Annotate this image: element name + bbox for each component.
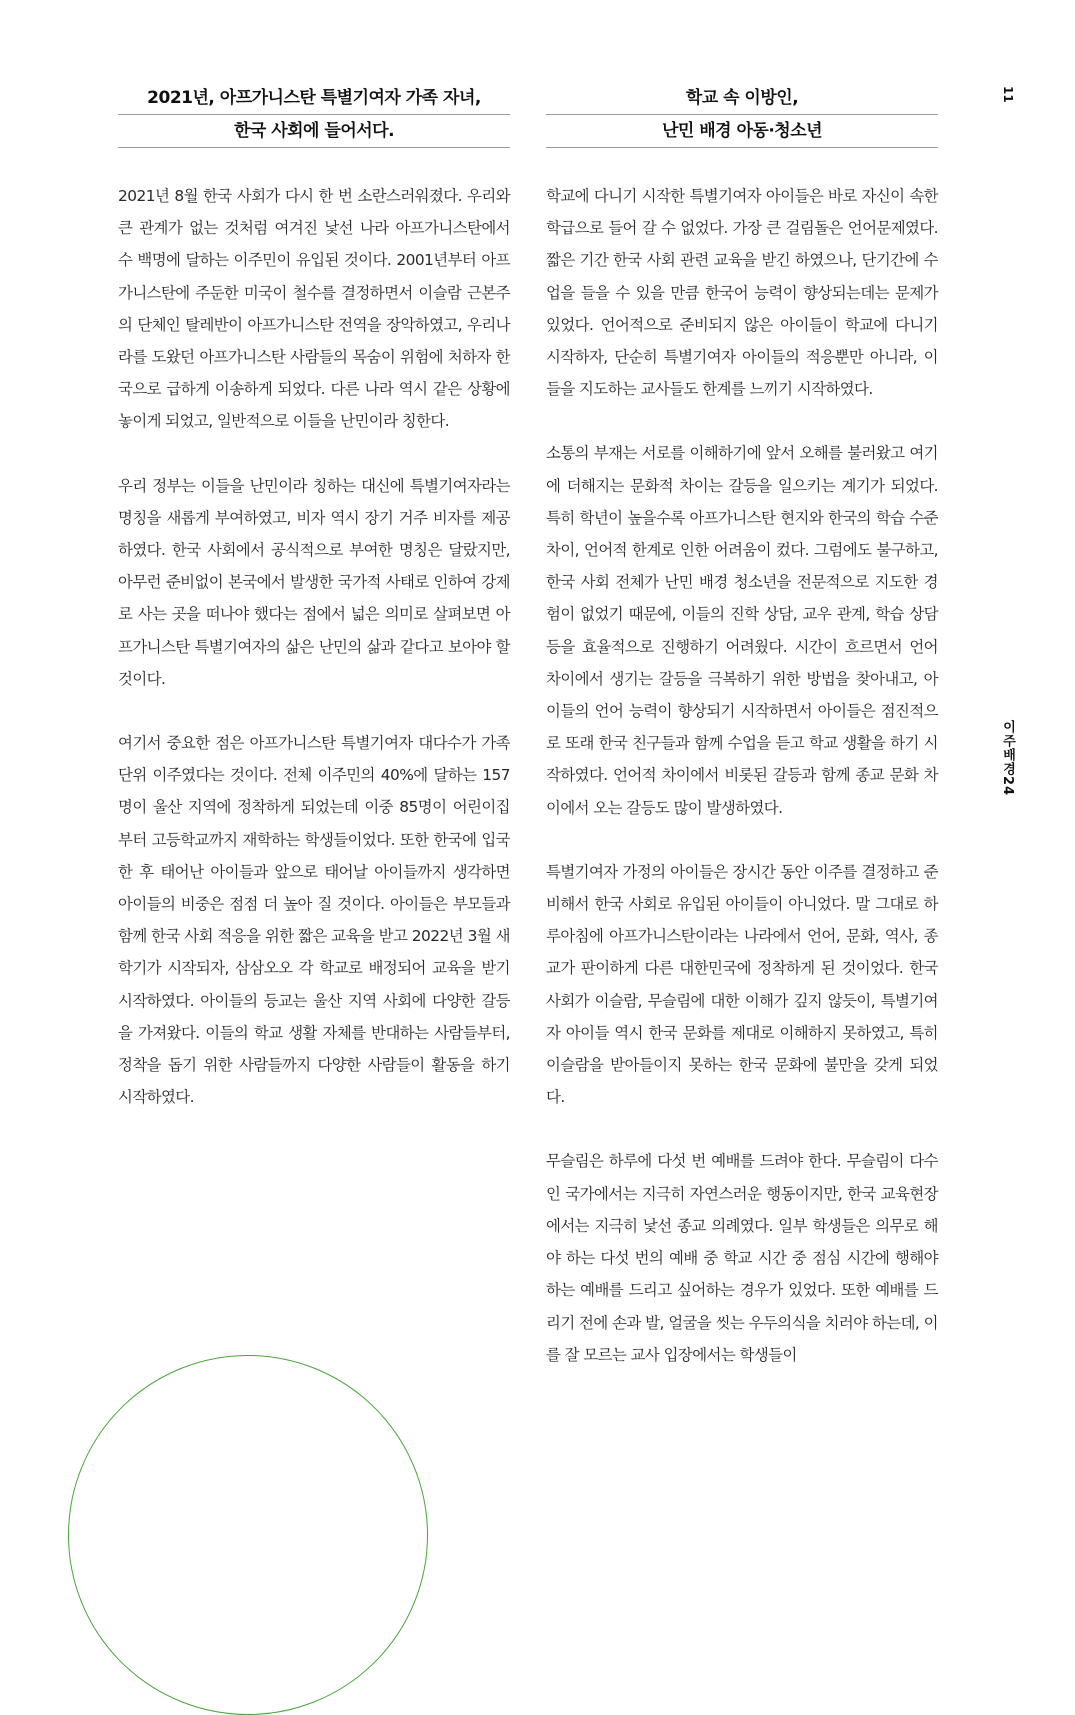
magazine-title: 이주배경24 xyxy=(1000,720,1015,797)
left-title-line-2: 한국 사회에 들어서다. xyxy=(118,115,510,148)
page-number: 11 xyxy=(1001,86,1015,103)
right-paragraph-3: 특별기여자 가정의 아이들은 장시간 동안 이주를 결정하고 준비해서 한국 사회로 유입된 아이들이 아니었다. 말 그대로 하루아침에 아프가니스탄이라는 나라에서 언어, 문화, 역사, 종교가 판이하게 다른 대한민국에 정착하게 된 것이었다. 한국 사회가 이슬람, 무슬림에 대한 이해가 깊지 않듯이, 특별기여자 아이들 역시 한국 문화를 제대로 이해하지 못하였고, 특히 이슬람을 받아들이지 못하는 한국 문화에 불만을 갖게 되었다. xyxy=(546,862,938,1107)
right-section-title xyxy=(546,82,938,148)
left-paragraph-2: 우리 정부는 이들을 난민이라 칭하는 대신에 특별기여자라는 명칭을 새롭게 부여하였고, 비자 역시 장기 거주 비자를 제공하였다. 한국 사회에서 공식적으로 부여한 명칭은 달랐지만, 아무런 준비없이 본국에서 발생한 국가적 사태로 인하여 강제로 사는 곳을 떠나야 했다는 점에서 넓은 의미로 살펴보면 아프가니스탄 특별기여자의 삶은 난민의 삶과 같다고 보아야 할 것이다. xyxy=(118,476,510,688)
decorative-circle xyxy=(68,1355,428,1715)
left-title-line-1: 2021년, 아프가니스탄 특별기여자 가족 자녀, xyxy=(118,82,510,115)
right-paragraph-1: 학교에 다니기 시작한 특별기여자 아이들은 바로 자신이 속한 학급으로 들어 갈 수 없었다. 가장 큰 걸림돌은 언어문제였다. 짧은 기간 한국 사회 관련 교육을 받긴 하였으나, 단기간에 수업을 들을 수 있을 만큼 한국어 능력이 향상되는데는 문제가 있었다. 언어적으로 준비되지 않은 아이들이 학교에 다니기 시작하자, 단순히 특별기여자 아이들의 적응뿐만 아니라, 이들을 지도하는 교사들도 한계를 느끼기 시작하였다. xyxy=(546,187,938,399)
left-paragraph-1: 2021년 8월 한국 사회가 다시 한 번 소란스러워졌다. 우리와 큰 관계가 없는 것처럼 여겨진 낯선 나라 아프가니스탄에서 수 백명에 달하는 이주민이 유입된 것이다. 2001년부터 아프가니스탄에 주둔한 미국이 철수를 결정하면서 이슬람 근본주의 단체인 탈레반이 아프가니스탄 전역을 장악하였고, 우리나라를 도왔던 아프가니스탄 사람들의 목숨이 위험에 처하자 한국으로 급하게 이송하게 되었다. 다른 나라 역시 같은 상황에 놓이게 되었고, 일반적으로 이들을 난민이라 칭한다. xyxy=(118,187,510,431)
right-column xyxy=(546,82,938,1371)
left-paragraph-3: 여기서 중요한 점은 아프가니스탄 특별기여자 대다수가 가족 단위 이주였다는 것이다. 전체 이주민의 40%에 달하는 157명이 울산 지역에 정착하게 되었는데 이중 85명이 어린이집부터 고등학교까지 재학하는 학생들이었다. 또한 한국에 입국한 후 태어난 아이들과 앞으로 태어날 아이들까지 생각하면 아이들의 비중은 점점 더 높아 질 것이다. 아이들은 부모들과 함께 한국 사회 적응을 위한 짧은 교육을 받고 2022년 3월 새학기가 시작되자, 삼삼오오 각 학교로 배정되어 교육을 받기 시작하였다. 아이들의 등교는 울산 지역 사회에 다양한 갈등을 가져왔다. 이들의 학교 생활 자체를 반대하는 사람들부터, 정착을 돕기 위한 사람들까지 다양한 사람들이 활동을 하기 시작하였다. xyxy=(118,734,510,1107)
left-body xyxy=(118,180,510,1113)
right-paragraph-2: 소통의 부재는 서로를 이해하기에 앞서 오해를 불러왔고 여기에 더해지는 문화적 차이는 갈등을 일으키는 계기가 되었다. 특히 학년이 높을수록 아프가니스탄 현지와 한국의 학습 수준 차이, 언어적 한계로 인한 어려움이 컸다. 그럼에도 불구하고, 한국 사회 전체가 난민 배경 청소년을 전문적으로 지도한 경험이 없었기 때문에, 이들의 진학 상담, 교우 관계, 학습 상담 등을 효율적으로 진행하기 어려웠다. 시간이 흐르면서 언어 차이에서 생기는 갈등을 극복하기 위한 방법을 찾아내고, 아이들의 언어 능력이 향상되기 시작하면서 아이들은 점진적으로 또래 한국 친구들과 함께 수업을 듣고 학교 생활을 하기 시작하였다. 언어적 차이에서 비롯된 갈등과 함께 종교 문화 차이에서 오는 갈등도 많이 발생하였다. xyxy=(546,444,938,817)
right-title-line-1: 학교 속 이방인, xyxy=(546,82,938,115)
right-body xyxy=(546,180,938,1371)
left-section-title xyxy=(118,82,510,148)
left-column xyxy=(118,82,510,1113)
right-paragraph-4: 무슬림은 하루에 다섯 번 예배를 드려야 한다. 무슬림이 다수인 국가에서는 지극히 자연스러운 행동이지만, 한국 교육현장에서는 지극히 낯선 종교 의례였다. 일부 학생들은 의무로 해야 하는 다섯 번의 예배 중 학교 시간 중 점심 시간에 행해야 하는 예배를 드리고 싶어하는 경우가 있었다. 또한 예배를 드리기 전에 손과 발, 얼굴을 씻는 우두의식을 치러야 하는데, 이를 잘 모르는 교사 입장에서는 학생들이 xyxy=(546,1152,938,1364)
right-title-line-2: 난민 배경 아동·청소년 xyxy=(546,115,938,148)
